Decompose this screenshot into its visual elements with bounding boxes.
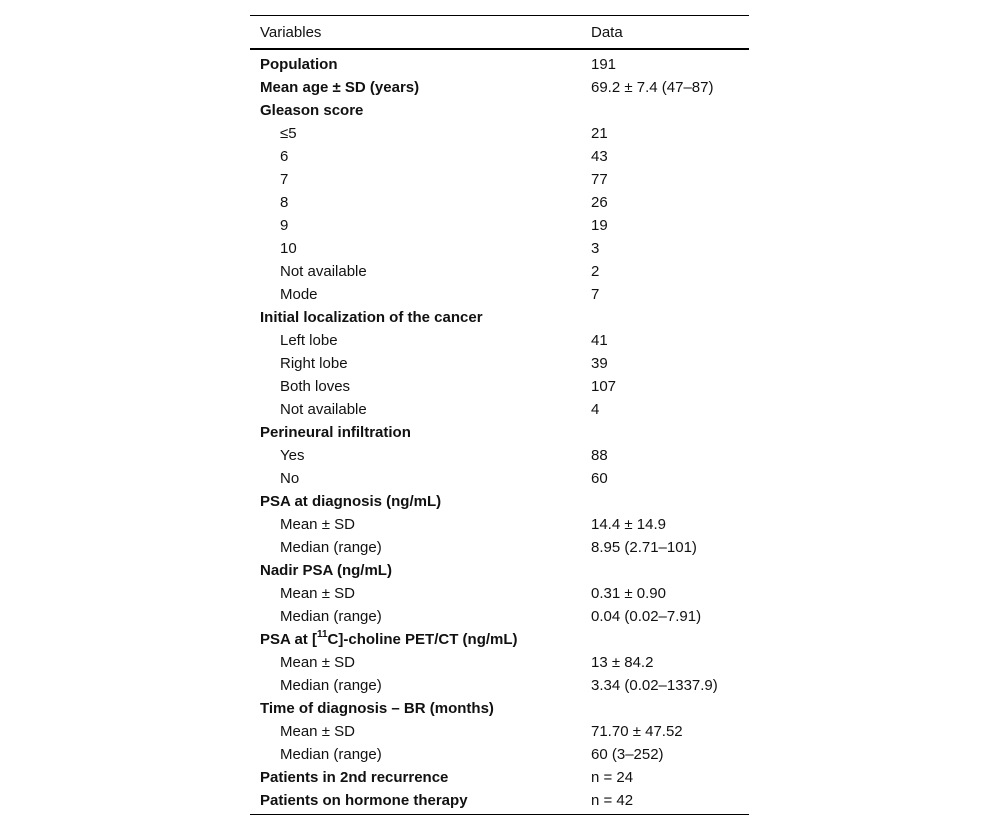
table-row [250, 260, 749, 283]
table-row [250, 122, 749, 145]
row-label: Median (range) [280, 539, 382, 556]
row-label-superscript: 11 [316, 629, 328, 640]
table-row [250, 49, 749, 76]
table-row [250, 766, 749, 789]
row-value: 8.95 (2.71–101) [591, 539, 697, 556]
table-row [250, 674, 749, 697]
table-row [250, 214, 749, 237]
table-row [250, 467, 749, 490]
table-row [250, 168, 749, 191]
row-label [250, 628, 581, 651]
row-value: 43 [591, 148, 608, 165]
row-value: 39 [591, 355, 608, 372]
row-label: Mean ± SD [280, 723, 355, 740]
row-value: 60 [591, 470, 608, 487]
row-label: Median (range) [280, 746, 382, 763]
row-label-post: C]-choline PET/CT (ng/mL) [327, 631, 518, 648]
table-row [250, 605, 749, 628]
table-row [250, 651, 749, 674]
row-value: 0.04 (0.02–7.91) [591, 608, 702, 625]
row-value: 26 [591, 194, 608, 211]
row-label: Mean age ± SD (years) [260, 79, 420, 96]
table-container [250, 15, 749, 815]
table-row [250, 306, 749, 329]
table-row [250, 237, 749, 260]
table-body [250, 49, 749, 815]
row-value [581, 421, 749, 444]
row-label: Initial localization of the cancer [260, 309, 483, 326]
table-row [250, 582, 749, 605]
row-value: 19 [591, 217, 608, 234]
row-value: 107 [591, 378, 617, 395]
row-label: 7 [280, 171, 289, 188]
row-label: Time of diagnosis – BR (months) [260, 700, 494, 717]
table-row [250, 559, 749, 582]
table-row [250, 398, 749, 421]
row-value [581, 306, 749, 329]
row-label-pre: PSA at [ [260, 631, 317, 648]
row-value: 7 [591, 286, 600, 303]
row-label: 9 [280, 217, 289, 234]
table-row [250, 99, 749, 122]
row-value: 4 [591, 401, 600, 418]
row-value: n = 42 [581, 789, 749, 815]
row-value: 71.70 ± 47.52 [591, 723, 683, 740]
table-header [250, 16, 749, 50]
header-variables: Variables [250, 16, 581, 50]
row-label: 8 [280, 194, 289, 211]
row-label: Gleason score [260, 102, 364, 119]
row-label: Not available [280, 401, 367, 418]
table-row [250, 697, 749, 720]
row-value: 69.2 ± 7.4 (47–87) [591, 79, 714, 96]
header-row [250, 16, 749, 50]
row-label: Mean ± SD [280, 654, 355, 671]
row-value [581, 697, 749, 720]
row-label: 10 [280, 240, 297, 257]
row-value: 191 [591, 56, 617, 73]
row-label: Left lobe [280, 332, 338, 349]
table-row [250, 444, 749, 467]
table-row [250, 513, 749, 536]
row-label: Perineural infiltration [260, 424, 411, 441]
row-label: 6 [280, 148, 289, 165]
row-label: Median (range) [280, 608, 382, 625]
table-row [250, 329, 749, 352]
header-data: Data [581, 16, 749, 50]
row-label: Yes [280, 447, 305, 464]
row-value [581, 559, 749, 582]
row-label: Nadir PSA (ng/mL) [260, 562, 392, 579]
row-label: Mean ± SD [280, 516, 355, 533]
table-row [250, 283, 749, 306]
table-row [250, 789, 749, 815]
row-value: 77 [591, 171, 608, 188]
table-row [250, 536, 749, 559]
row-value: 2 [591, 263, 600, 280]
row-label: Patients on hormone therapy [250, 789, 581, 815]
row-value [581, 628, 749, 651]
row-value: 3 [591, 240, 600, 257]
row-value: n = 24 [591, 769, 634, 786]
row-value: 41 [591, 332, 608, 349]
row-value [581, 490, 749, 513]
table-row [250, 490, 749, 513]
table-row [250, 743, 749, 766]
row-value: 13 ± 84.2 [591, 654, 654, 671]
row-label: Patients in 2nd recurrence [260, 769, 449, 786]
row-label: Median (range) [280, 677, 382, 694]
table-row [250, 375, 749, 398]
table-row [250, 76, 749, 99]
row-value: 88 [591, 447, 608, 464]
row-label: PSA at diagnosis (ng/mL) [260, 493, 442, 510]
characteristics-table [250, 15, 749, 815]
table-row [250, 352, 749, 375]
table-row [250, 145, 749, 168]
table-row [250, 628, 749, 651]
row-value: 3.34 (0.02–1337.9) [591, 677, 718, 694]
row-label: Both loves [280, 378, 351, 395]
row-value: 14.4 ± 14.9 [591, 516, 666, 533]
row-label: ≤5 [280, 125, 297, 142]
row-value: 60 (3–252) [591, 746, 664, 763]
row-label: No [280, 470, 300, 487]
row-value [581, 99, 749, 122]
row-value: 21 [591, 125, 608, 142]
row-label: Not available [280, 263, 367, 280]
table-row [250, 421, 749, 444]
row-label: Right lobe [280, 355, 348, 372]
row-value: 0.31 ± 0.90 [591, 585, 666, 602]
table-row [250, 191, 749, 214]
row-label: Population [260, 56, 338, 73]
row-label: Mode [280, 286, 318, 303]
row-label: Mean ± SD [280, 585, 355, 602]
table-row [250, 720, 749, 743]
